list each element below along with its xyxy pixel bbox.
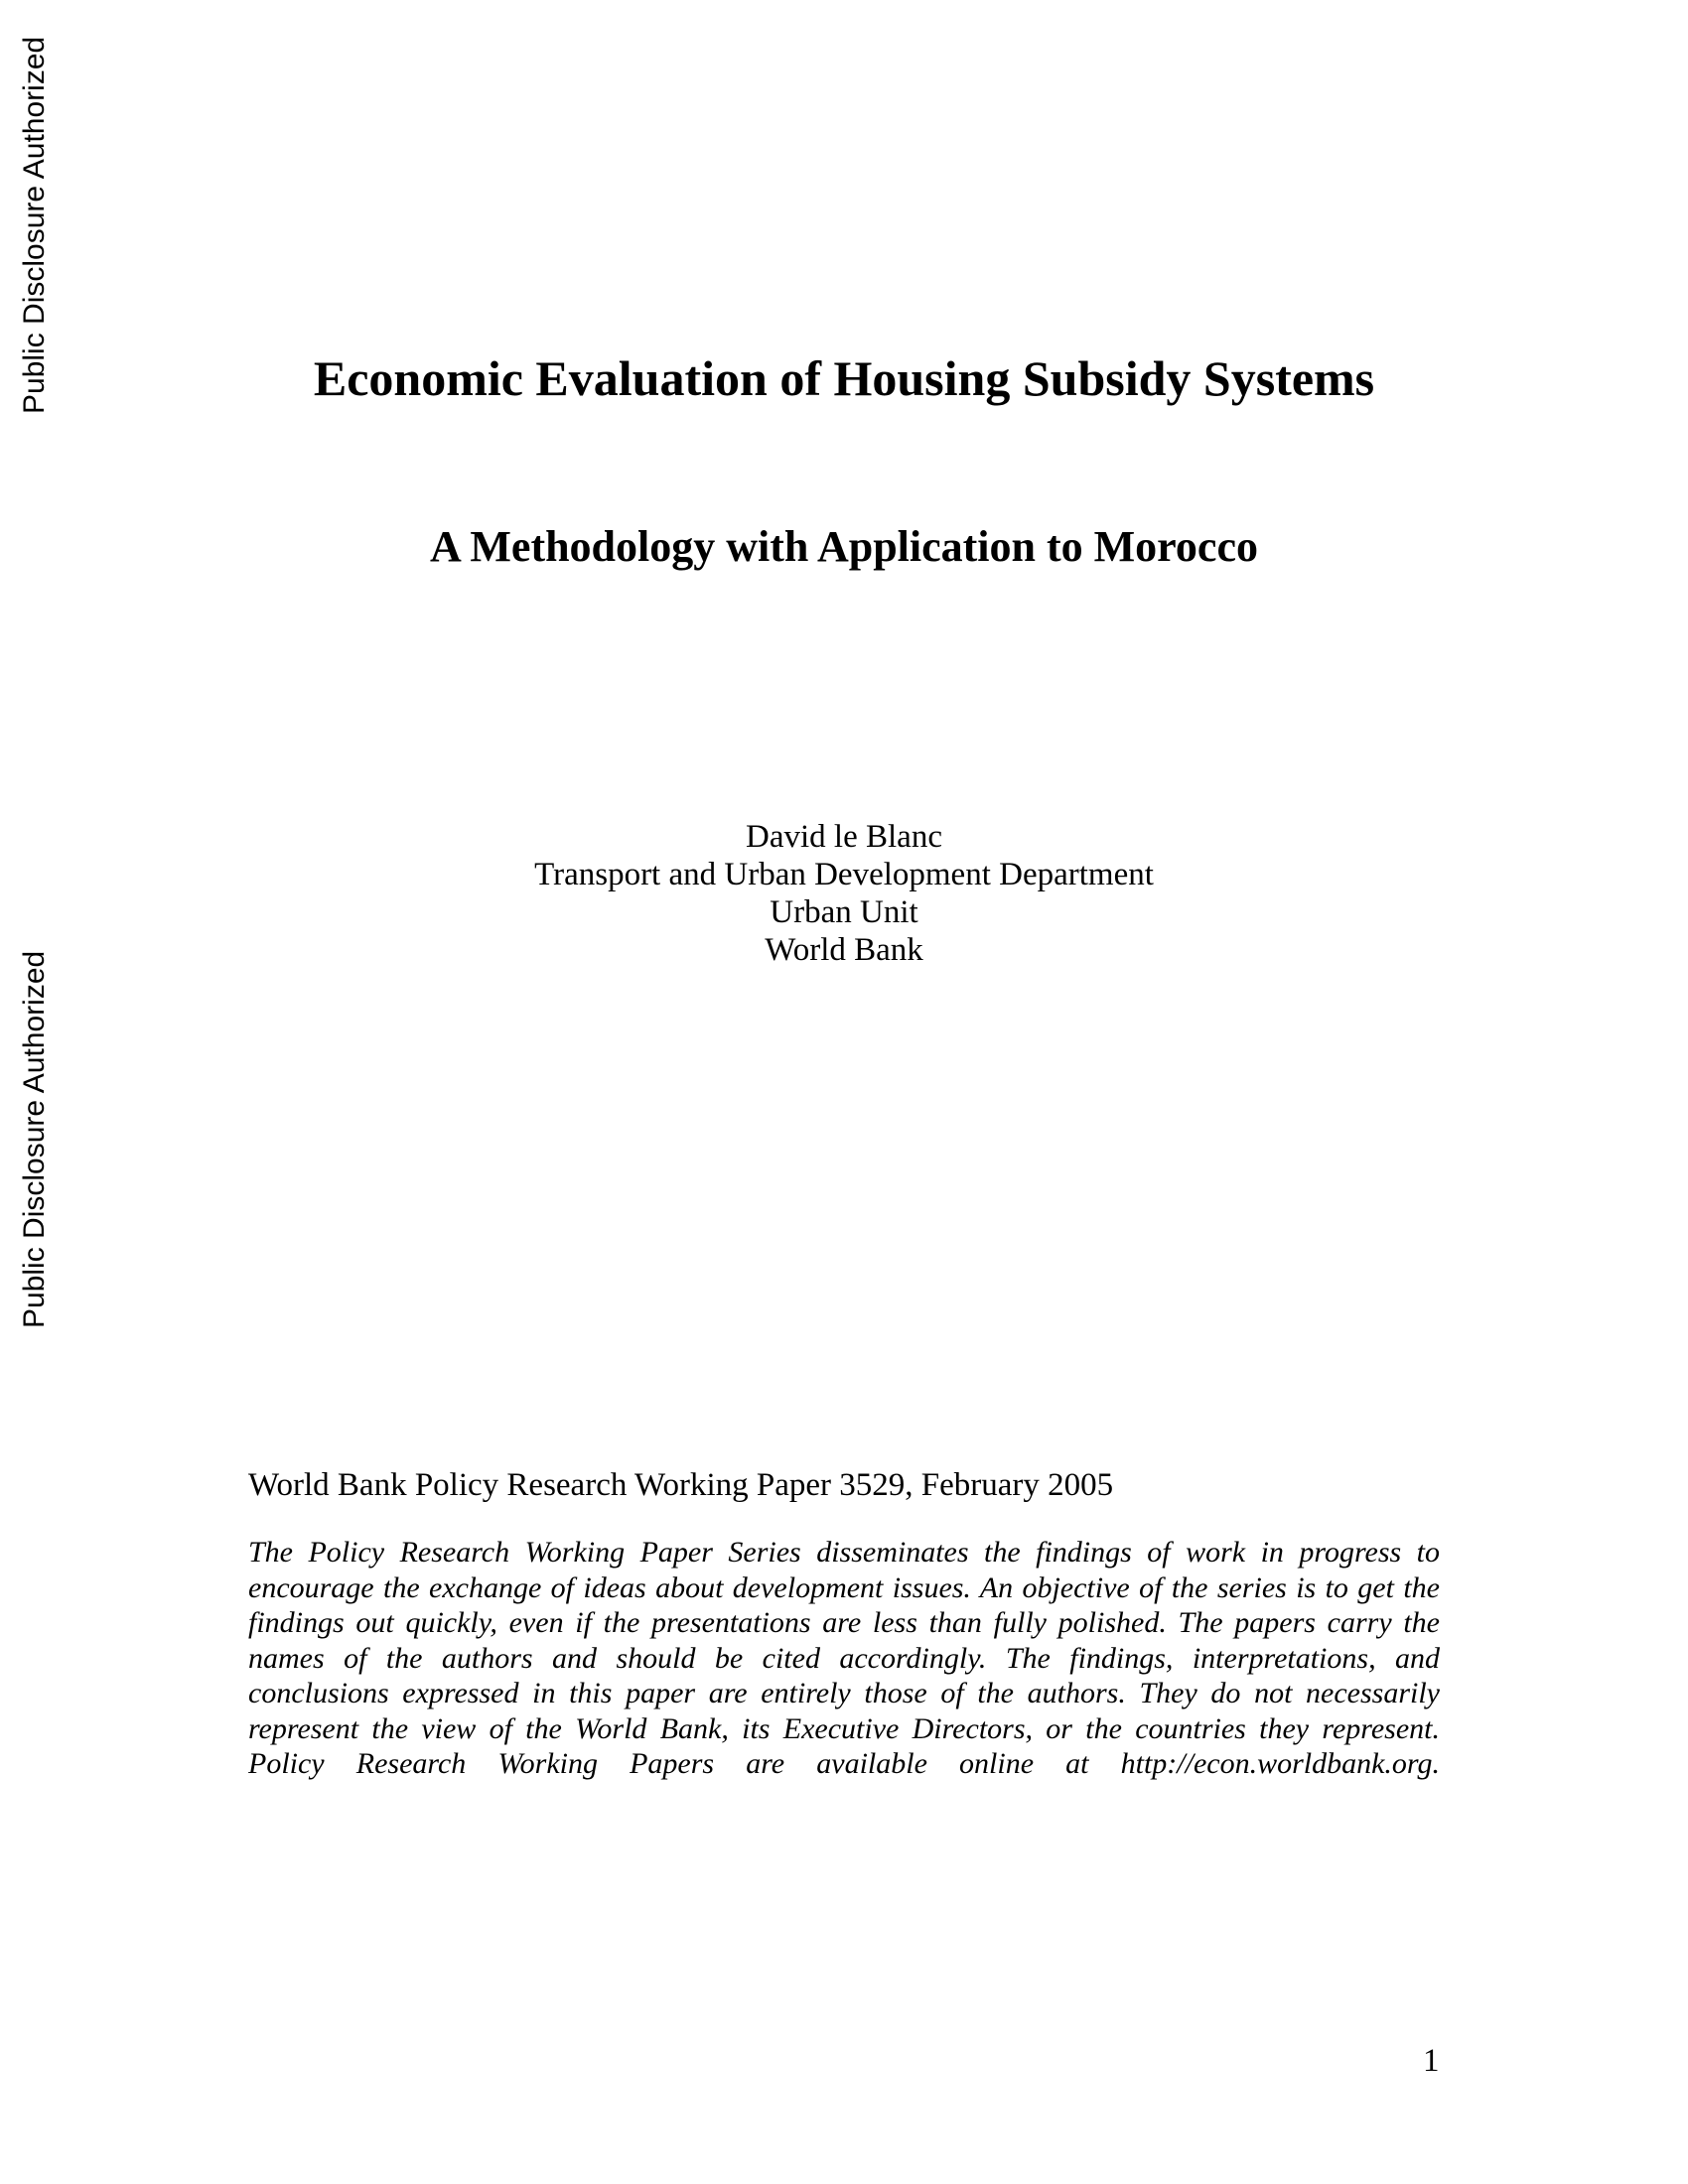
paper-subtitle: A Methodology with Application to Morocco	[430, 522, 1258, 571]
disclaimer-paragraph: The Policy Research Working Paper Series disseminates the findings of work in progress to encourage the exchange of ideas about development issues. An objective of the series is to get the findings out quickly, even if the presentations are less than fully polished. The papers carry the names of the authors and should be cited accordingly. The findings, interpretations, and conclusions expressed in this paper are entirely those of the authors. They do not necessarily represent the view of the World Bank, its Executive Directors, or the countries they represent. Policy Research Working Papers are available online at http://econ.worldbank.org.	[248, 1536, 1440, 1780]
disclosure-stamp-top: Public Disclosure Authorized	[18, 36, 51, 414]
author-organization: World Bank	[765, 932, 923, 968]
page-number: 1	[1423, 2043, 1440, 2079]
author-unit: Urban Unit	[770, 894, 918, 930]
paper-title: Economic Evaluation of Housing Subsidy Systems	[313, 350, 1375, 406]
author-department: Transport and Urban Development Department	[534, 857, 1154, 892]
working-paper-line: World Bank Policy Research Working Paper 3529, February 2005	[248, 1467, 1114, 1503]
disclosure-stamp-middle: Public Disclosure Authorized	[18, 950, 51, 1328]
author-block	[0, 818, 1688, 969]
author-name: David le Blanc	[746, 819, 942, 855]
